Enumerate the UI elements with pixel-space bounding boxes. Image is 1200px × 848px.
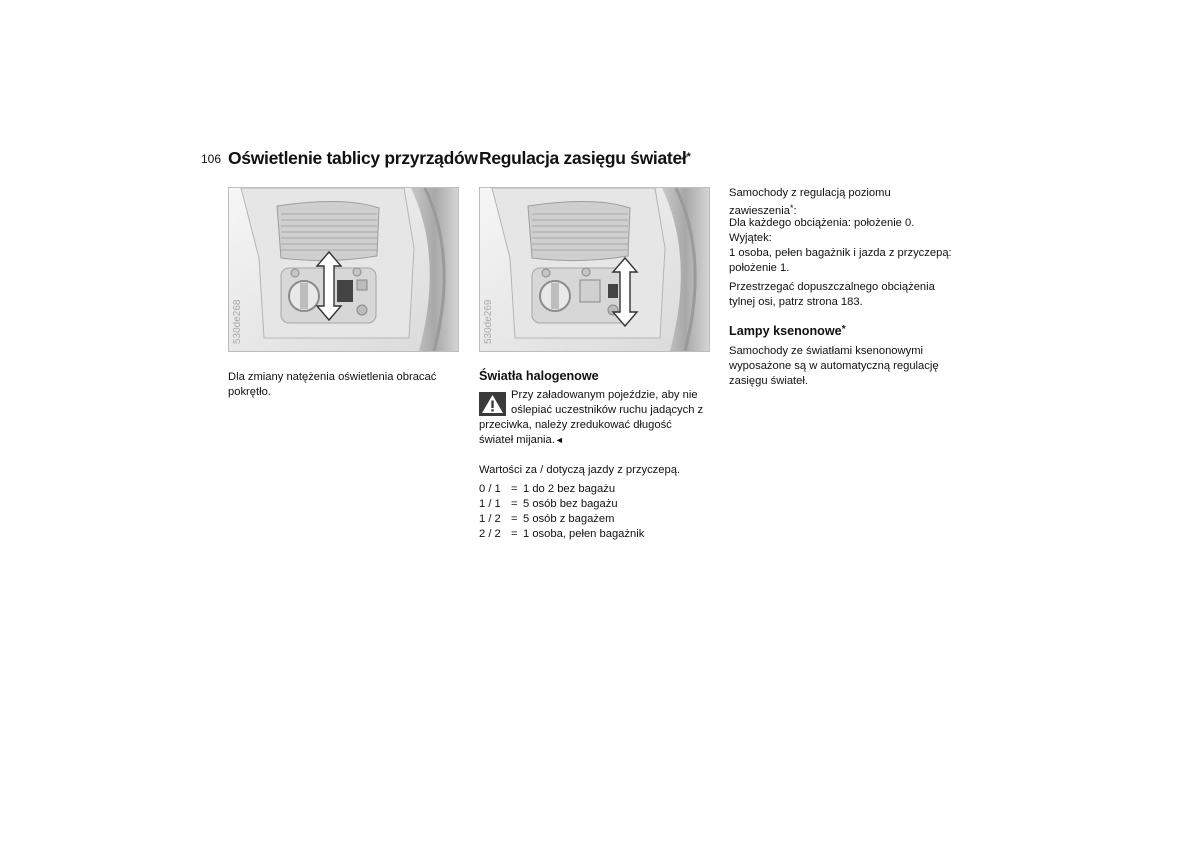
figure-code: 530de268 — [232, 299, 243, 344]
table-desc: 5 osób z bagażem — [523, 513, 615, 525]
p2-line-2: tylnej osi, patrz strona 183. — [729, 296, 863, 308]
p1-colon: : — [793, 205, 797, 217]
warning-line-2: oślepiać uczestników ruchu jadących z — [511, 404, 704, 416]
p1-line-6: położenie 1. — [729, 262, 790, 274]
table-code: 1 / 1 — [479, 498, 501, 510]
p1-line-3: Dla każdego obciążenia: położenie 0. — [729, 217, 915, 229]
p1-line-1: Samochody z regulacją poziomu — [729, 187, 891, 199]
table-eq: = — [511, 513, 518, 525]
p1-line-5: 1 osoba, pełen bagażnik i jazda z przyczepą: — [729, 247, 952, 259]
warning-triangle-icon — [479, 392, 506, 416]
table-desc: 5 osób bez bagażu — [523, 498, 618, 510]
dashboard-illustration-1 — [229, 188, 458, 351]
optional-equipment-star: * — [789, 203, 794, 213]
values-intro: Wartości za / dotyczą jazdy z przyczepą. — [479, 464, 681, 476]
figure-headlight-range — [479, 187, 710, 352]
table-eq: = — [511, 498, 518, 510]
p3-line-3: zasięgu świateł. — [729, 375, 808, 387]
load-table — [479, 482, 644, 542]
table-eq: = — [511, 528, 518, 540]
dashboard-illustration-2 — [480, 188, 709, 351]
table-row — [479, 512, 644, 527]
warning-line-4-text: świateł mijania. — [479, 434, 555, 446]
warning-line-4 — [479, 433, 564, 448]
heading-halogen-lights: Światła halogenowe — [479, 369, 599, 383]
table-eq: = — [511, 483, 518, 495]
warning-triangle-icon-svg — [479, 392, 506, 416]
table-code: 1 / 2 — [479, 513, 501, 525]
optional-equipment-star: * — [841, 324, 846, 335]
p3-line-1: Samochody ze światłami ksenonowymi — [729, 345, 923, 357]
table-code: 2 / 2 — [479, 528, 501, 540]
p1-line-2-text: zawieszenia — [729, 205, 790, 217]
section-title-headlight-range — [479, 148, 690, 169]
p1-line-4: Wyjątek: — [729, 232, 772, 244]
table-desc: 1 osoba, pełen bagażnik — [523, 528, 645, 540]
table-row — [479, 482, 644, 497]
warning-line-1: Przy załadowanym pojeździe, aby nie — [511, 389, 698, 401]
end-mark-icon: ◄ — [554, 435, 564, 445]
section-title-instrument-lighting: Oświetlenie tablicy przyrządów — [228, 148, 478, 168]
p3-line-2: wyposażone są w automatyczną regulację — [729, 360, 939, 372]
table-desc: 1 do 2 bez bagażu — [523, 483, 616, 495]
heading-xenon-lamps — [729, 324, 846, 338]
table-row — [479, 497, 644, 512]
section-title-text: Regulacja zasięgu świateł — [479, 148, 687, 168]
figure-instrument-lighting — [228, 187, 459, 352]
table-row — [479, 527, 644, 542]
figure-code: 530de269 — [483, 299, 494, 344]
optional-equipment-star: * — [686, 151, 691, 163]
heading-xenon-text: Lampy ksenonowe — [729, 324, 842, 338]
p2-line-1: Przestrzegać dopuszczalnego obciążenia — [729, 281, 935, 293]
page-number: 106 — [201, 152, 222, 166]
warning-line-3: przeciwka, należy zredukować długość — [479, 419, 672, 431]
table-code: 0 / 1 — [479, 483, 501, 495]
caption-rotate-knob: Dla zmiany natężenia oświetlenia obracać pokrętło. — [228, 371, 437, 398]
